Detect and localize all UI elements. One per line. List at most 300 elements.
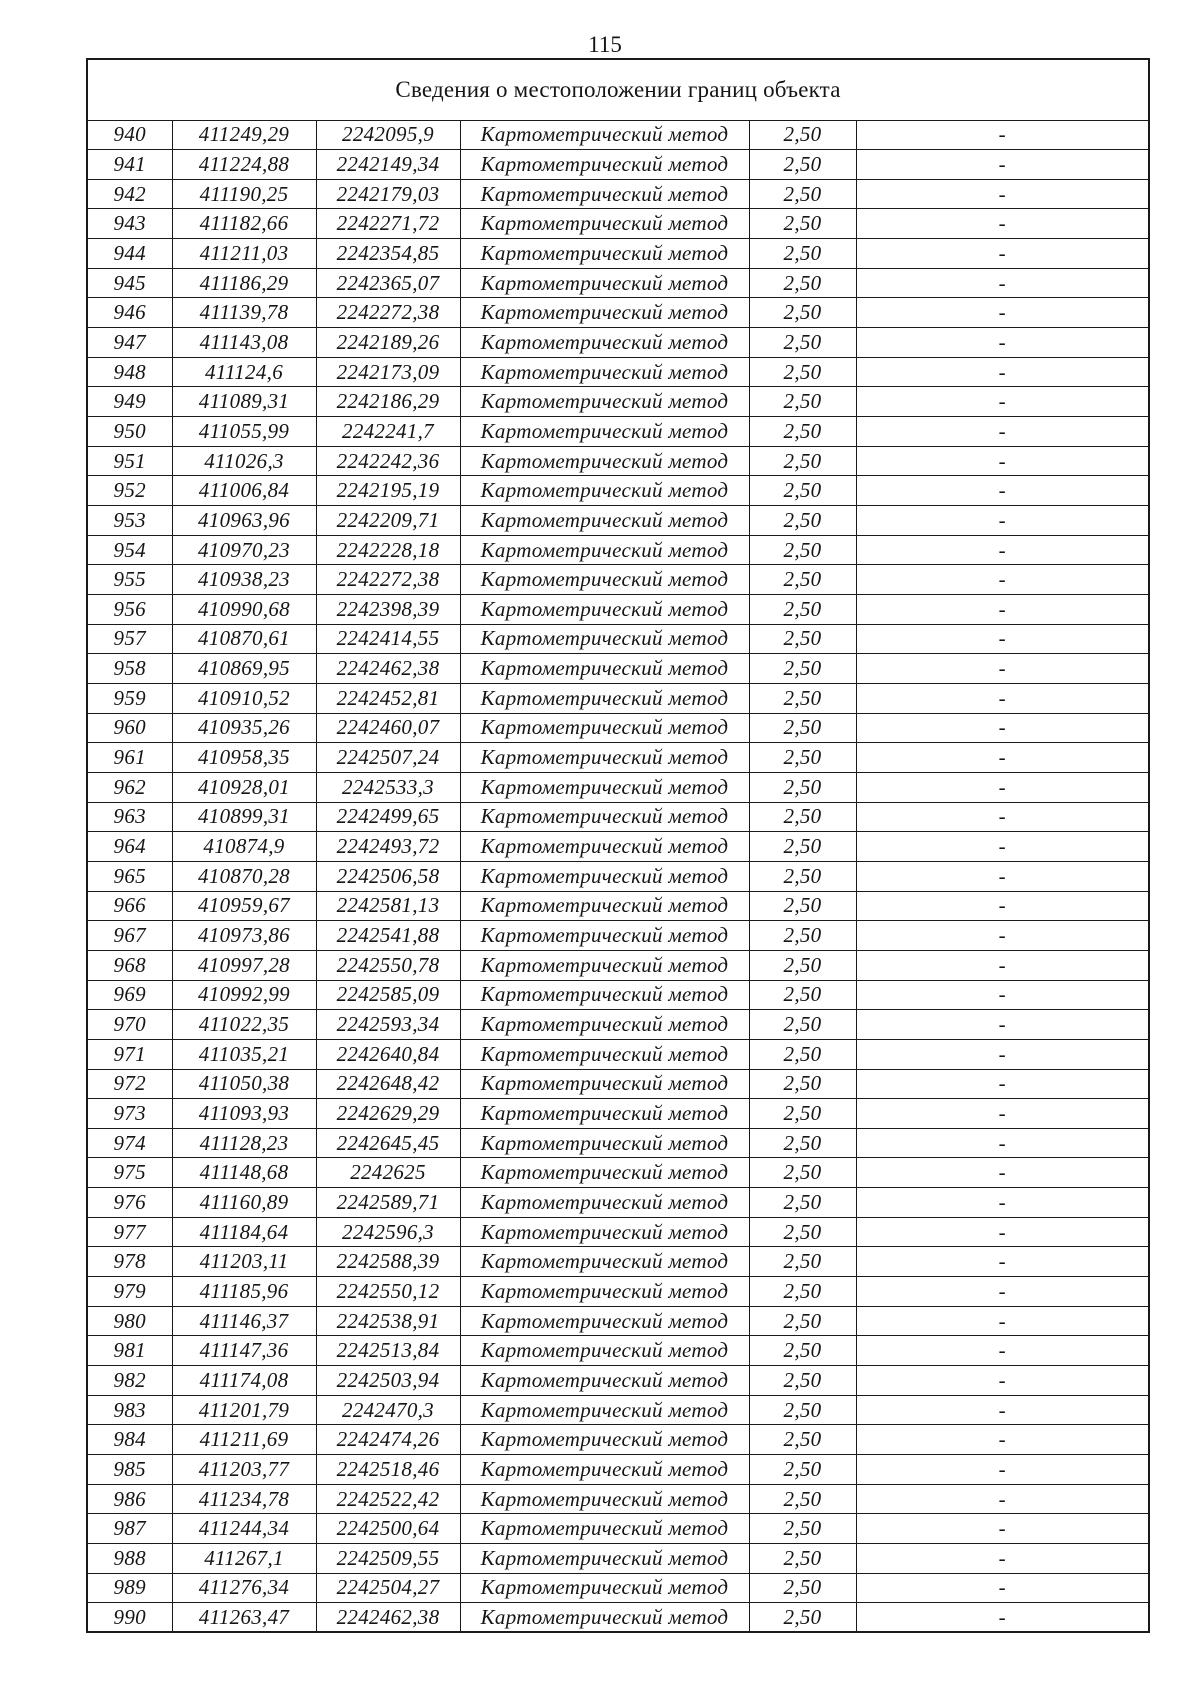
cell-method: Картометрический метод bbox=[460, 506, 749, 536]
cell-coord-y: 2242149,34 bbox=[316, 150, 460, 180]
cell-note: - bbox=[856, 861, 1149, 891]
page-number: 115 bbox=[588, 32, 622, 57]
cell-accuracy: 2,50 bbox=[749, 1039, 856, 1069]
cell-note: - bbox=[856, 209, 1149, 239]
cell-point-number: 960 bbox=[87, 713, 172, 743]
cell-coord-x: 411234,78 bbox=[172, 1484, 316, 1514]
cell-point-number: 969 bbox=[87, 980, 172, 1010]
cell-coord-x: 411185,96 bbox=[172, 1277, 316, 1307]
cell-method: Картометрический метод bbox=[460, 1603, 749, 1633]
cell-method: Картометрический метод bbox=[460, 150, 749, 180]
table-row bbox=[87, 1306, 1149, 1336]
cell-point-number: 952 bbox=[87, 476, 172, 506]
cell-accuracy: 2,50 bbox=[749, 1306, 856, 1336]
cell-method: Картометрический метод bbox=[460, 950, 749, 980]
table-row bbox=[87, 1336, 1149, 1366]
cell-point-number: 961 bbox=[87, 743, 172, 773]
table-row bbox=[87, 506, 1149, 536]
cell-coord-x: 411055,99 bbox=[172, 417, 316, 447]
cell-coord-x: 410963,96 bbox=[172, 506, 316, 536]
table-row bbox=[87, 535, 1149, 565]
cell-method: Картометрический метод bbox=[460, 654, 749, 684]
cell-coord-x: 410869,95 bbox=[172, 654, 316, 684]
cell-coord-y: 2242533,3 bbox=[316, 772, 460, 802]
cell-accuracy: 2,50 bbox=[749, 921, 856, 951]
cell-note: - bbox=[856, 654, 1149, 684]
table-row bbox=[87, 950, 1149, 980]
cell-point-number: 990 bbox=[87, 1603, 172, 1633]
cell-accuracy: 2,50 bbox=[749, 239, 856, 269]
cell-method: Картометрический метод bbox=[460, 921, 749, 951]
cell-accuracy: 2,50 bbox=[749, 179, 856, 209]
cell-method: Картометрический метод bbox=[460, 1158, 749, 1188]
cell-method: Картометрический метод bbox=[460, 980, 749, 1010]
cell-note: - bbox=[856, 832, 1149, 862]
table-row bbox=[87, 1425, 1149, 1455]
cell-accuracy: 2,50 bbox=[749, 1069, 856, 1099]
cell-note: - bbox=[856, 1425, 1149, 1455]
table-row bbox=[87, 150, 1149, 180]
cell-coord-x: 411249,29 bbox=[172, 120, 316, 150]
table-row bbox=[87, 772, 1149, 802]
cell-coord-x: 410990,68 bbox=[172, 595, 316, 625]
cell-coord-x: 411148,68 bbox=[172, 1158, 316, 1188]
table-row bbox=[87, 1603, 1149, 1633]
cell-method: Картометрический метод bbox=[460, 446, 749, 476]
cell-accuracy: 2,50 bbox=[749, 209, 856, 239]
table-row bbox=[87, 1039, 1149, 1069]
cell-method: Картометрический метод bbox=[460, 1247, 749, 1277]
cell-point-number: 981 bbox=[87, 1336, 172, 1366]
cell-point-number: 959 bbox=[87, 683, 172, 713]
cell-accuracy: 2,50 bbox=[749, 1455, 856, 1485]
cell-accuracy: 2,50 bbox=[749, 417, 856, 447]
cell-accuracy: 2,50 bbox=[749, 1336, 856, 1366]
cell-accuracy: 2,50 bbox=[749, 565, 856, 595]
table-row bbox=[87, 1099, 1149, 1129]
cell-accuracy: 2,50 bbox=[749, 1217, 856, 1247]
cell-method: Картометрический метод bbox=[460, 1188, 749, 1218]
cell-method: Картометрический метод bbox=[460, 1514, 749, 1544]
cell-coord-x: 411160,89 bbox=[172, 1188, 316, 1218]
cell-coord-x: 411224,88 bbox=[172, 150, 316, 180]
cell-coord-y: 2242504,27 bbox=[316, 1573, 460, 1603]
cell-accuracy: 2,50 bbox=[749, 476, 856, 506]
cell-method: Картометрический метод bbox=[460, 565, 749, 595]
cell-coord-x: 411089,31 bbox=[172, 387, 316, 417]
cell-coord-y: 2242500,64 bbox=[316, 1514, 460, 1544]
cell-accuracy: 2,50 bbox=[749, 713, 856, 743]
cell-coord-x: 411139,78 bbox=[172, 298, 316, 328]
table-row bbox=[87, 832, 1149, 862]
cell-method: Картометрический метод bbox=[460, 1484, 749, 1514]
table-row bbox=[87, 1158, 1149, 1188]
cell-coord-x: 410958,35 bbox=[172, 743, 316, 773]
cell-point-number: 974 bbox=[87, 1128, 172, 1158]
cell-point-number: 966 bbox=[87, 891, 172, 921]
cell-coord-y: 2242493,72 bbox=[316, 832, 460, 862]
cell-note: - bbox=[856, 506, 1149, 536]
cell-point-number: 971 bbox=[87, 1039, 172, 1069]
cell-note: - bbox=[856, 713, 1149, 743]
cell-coord-y: 2242452,81 bbox=[316, 683, 460, 713]
cell-method: Картометрический метод bbox=[460, 683, 749, 713]
cell-note: - bbox=[856, 535, 1149, 565]
cell-note: - bbox=[856, 179, 1149, 209]
cell-coord-y: 2242242,36 bbox=[316, 446, 460, 476]
cell-point-number: 962 bbox=[87, 772, 172, 802]
cell-coord-y: 2242585,09 bbox=[316, 980, 460, 1010]
cell-method: Картометрический метод bbox=[460, 1277, 749, 1307]
cell-note: - bbox=[856, 1158, 1149, 1188]
cell-point-number: 979 bbox=[87, 1277, 172, 1307]
cell-coord-y: 2242462,38 bbox=[316, 1603, 460, 1633]
cell-coord-y: 2242209,71 bbox=[316, 506, 460, 536]
cell-accuracy: 2,50 bbox=[749, 446, 856, 476]
cell-coord-y: 2242588,39 bbox=[316, 1247, 460, 1277]
table-row bbox=[87, 1366, 1149, 1396]
cell-point-number: 956 bbox=[87, 595, 172, 625]
cell-method: Картометрический метод bbox=[460, 179, 749, 209]
cell-coord-x: 410870,61 bbox=[172, 624, 316, 654]
table-header-row bbox=[87, 59, 1149, 120]
cell-note: - bbox=[856, 595, 1149, 625]
cell-method: Картометрический метод bbox=[460, 595, 749, 625]
cell-method: Картометрический метод bbox=[460, 120, 749, 150]
cell-coord-x: 411186,29 bbox=[172, 268, 316, 298]
cell-note: - bbox=[856, 387, 1149, 417]
cell-point-number: 950 bbox=[87, 417, 172, 447]
cell-method: Картометрический метод bbox=[460, 1366, 749, 1396]
table-row bbox=[87, 565, 1149, 595]
table-row bbox=[87, 683, 1149, 713]
table-row bbox=[87, 1069, 1149, 1099]
cell-accuracy: 2,50 bbox=[749, 268, 856, 298]
cell-note: - bbox=[856, 476, 1149, 506]
cell-note: - bbox=[856, 891, 1149, 921]
cell-note: - bbox=[856, 802, 1149, 832]
table-row bbox=[87, 417, 1149, 447]
cell-point-number: 941 bbox=[87, 150, 172, 180]
cell-point-number: 944 bbox=[87, 239, 172, 269]
cell-accuracy: 2,50 bbox=[749, 298, 856, 328]
cell-accuracy: 2,50 bbox=[749, 1603, 856, 1633]
cell-point-number: 951 bbox=[87, 446, 172, 476]
cell-point-number: 949 bbox=[87, 387, 172, 417]
cell-note: - bbox=[856, 120, 1149, 150]
table-row bbox=[87, 209, 1149, 239]
cell-coord-x: 411026,3 bbox=[172, 446, 316, 476]
cell-note: - bbox=[856, 1277, 1149, 1307]
cell-method: Картометрический метод bbox=[460, 1217, 749, 1247]
cell-coord-x: 410910,52 bbox=[172, 683, 316, 713]
table-row bbox=[87, 1484, 1149, 1514]
cell-note: - bbox=[856, 298, 1149, 328]
table-row bbox=[87, 891, 1149, 921]
cell-point-number: 964 bbox=[87, 832, 172, 862]
cell-point-number: 957 bbox=[87, 624, 172, 654]
cell-method: Картометрический метод bbox=[460, 891, 749, 921]
cell-coord-y: 2242228,18 bbox=[316, 535, 460, 565]
cell-point-number: 989 bbox=[87, 1573, 172, 1603]
cell-point-number: 982 bbox=[87, 1366, 172, 1396]
cell-accuracy: 2,50 bbox=[749, 1544, 856, 1574]
cell-point-number: 947 bbox=[87, 328, 172, 358]
cell-method: Картометрический метод bbox=[460, 476, 749, 506]
cell-coord-x: 411147,36 bbox=[172, 1336, 316, 1366]
cell-accuracy: 2,50 bbox=[749, 328, 856, 358]
cell-method: Картометрический метод bbox=[460, 772, 749, 802]
cell-point-number: 977 bbox=[87, 1217, 172, 1247]
table-row bbox=[87, 1247, 1149, 1277]
cell-note: - bbox=[856, 150, 1149, 180]
cell-method: Картометрический метод bbox=[460, 535, 749, 565]
table-row bbox=[87, 980, 1149, 1010]
table-row bbox=[87, 298, 1149, 328]
cell-accuracy: 2,50 bbox=[749, 1128, 856, 1158]
cell-method: Картометрический метод bbox=[460, 1395, 749, 1425]
cell-coord-x: 411190,25 bbox=[172, 179, 316, 209]
cell-coord-y: 2242271,72 bbox=[316, 209, 460, 239]
cell-coord-y: 2242474,26 bbox=[316, 1425, 460, 1455]
table-row bbox=[87, 595, 1149, 625]
cell-method: Картометрический метод bbox=[460, 1425, 749, 1455]
cell-coord-y: 2242499,65 bbox=[316, 802, 460, 832]
cell-point-number: 972 bbox=[87, 1069, 172, 1099]
cell-note: - bbox=[856, 1217, 1149, 1247]
cell-accuracy: 2,50 bbox=[749, 506, 856, 536]
cell-note: - bbox=[856, 1514, 1149, 1544]
cell-method: Картометрический метод bbox=[460, 1010, 749, 1040]
cell-point-number: 973 bbox=[87, 1099, 172, 1129]
cell-accuracy: 2,50 bbox=[749, 891, 856, 921]
cell-point-number: 968 bbox=[87, 950, 172, 980]
cell-note: - bbox=[856, 1099, 1149, 1129]
cell-method: Картометрический метод bbox=[460, 417, 749, 447]
table-row bbox=[87, 1455, 1149, 1485]
cell-coord-x: 411211,03 bbox=[172, 239, 316, 269]
cell-coord-x: 410899,31 bbox=[172, 802, 316, 832]
cell-point-number: 980 bbox=[87, 1306, 172, 1336]
cell-coord-y: 2242272,38 bbox=[316, 298, 460, 328]
cell-point-number: 943 bbox=[87, 209, 172, 239]
table-row bbox=[87, 179, 1149, 209]
cell-coord-x: 410938,23 bbox=[172, 565, 316, 595]
cell-note: - bbox=[856, 328, 1149, 358]
cell-method: Картометрический метод bbox=[460, 239, 749, 269]
cell-coord-x: 410970,23 bbox=[172, 535, 316, 565]
cell-coord-y: 2242550,78 bbox=[316, 950, 460, 980]
cell-coord-y: 2242550,12 bbox=[316, 1277, 460, 1307]
cell-point-number: 955 bbox=[87, 565, 172, 595]
cell-note: - bbox=[856, 1603, 1149, 1633]
cell-coord-y: 2242645,45 bbox=[316, 1128, 460, 1158]
table-row bbox=[87, 1188, 1149, 1218]
cell-coord-y: 2242538,91 bbox=[316, 1306, 460, 1336]
table-row bbox=[87, 1277, 1149, 1307]
table-row bbox=[87, 861, 1149, 891]
cell-accuracy: 2,50 bbox=[749, 1573, 856, 1603]
cell-coord-y: 2242629,29 bbox=[316, 1099, 460, 1129]
cell-accuracy: 2,50 bbox=[749, 743, 856, 773]
cell-accuracy: 2,50 bbox=[749, 1247, 856, 1277]
cell-accuracy: 2,50 bbox=[749, 150, 856, 180]
cell-coord-x: 411174,08 bbox=[172, 1366, 316, 1396]
table-row bbox=[87, 120, 1149, 150]
cell-method: Картометрический метод bbox=[460, 713, 749, 743]
cell-coord-x: 411182,66 bbox=[172, 209, 316, 239]
cell-coord-y: 2242593,34 bbox=[316, 1010, 460, 1040]
cell-coord-y: 2242522,42 bbox=[316, 1484, 460, 1514]
cell-coord-x: 411022,35 bbox=[172, 1010, 316, 1040]
cell-coord-y: 2242414,55 bbox=[316, 624, 460, 654]
cell-method: Картометрический метод bbox=[460, 743, 749, 773]
cell-point-number: 987 bbox=[87, 1514, 172, 1544]
cell-method: Картометрический метод bbox=[460, 1455, 749, 1485]
cell-note: - bbox=[856, 1128, 1149, 1158]
cell-coord-y: 2242195,19 bbox=[316, 476, 460, 506]
cell-note: - bbox=[856, 1247, 1149, 1277]
cell-point-number: 965 bbox=[87, 861, 172, 891]
cell-method: Картометрический метод bbox=[460, 328, 749, 358]
cell-coord-x: 411244,34 bbox=[172, 1514, 316, 1544]
cell-note: - bbox=[856, 565, 1149, 595]
cell-coord-x: 411128,23 bbox=[172, 1128, 316, 1158]
cell-coord-x: 410870,28 bbox=[172, 861, 316, 891]
cell-method: Картометрический метод bbox=[460, 1039, 749, 1069]
table-row bbox=[87, 268, 1149, 298]
cell-note: - bbox=[856, 357, 1149, 387]
table-row bbox=[87, 654, 1149, 684]
cell-note: - bbox=[856, 624, 1149, 654]
cell-method: Картометрический метод bbox=[460, 1128, 749, 1158]
cell-coord-y: 2242095,9 bbox=[316, 120, 460, 150]
cell-note: - bbox=[856, 268, 1149, 298]
cell-note: - bbox=[856, 1366, 1149, 1396]
cell-coord-y: 2242272,38 bbox=[316, 565, 460, 595]
cell-note: - bbox=[856, 683, 1149, 713]
cell-coord-y: 2242625 bbox=[316, 1158, 460, 1188]
cell-coord-x: 411146,37 bbox=[172, 1306, 316, 1336]
cell-accuracy: 2,50 bbox=[749, 1188, 856, 1218]
cell-point-number: 948 bbox=[87, 357, 172, 387]
cell-coord-y: 2242541,88 bbox=[316, 921, 460, 951]
cell-coord-x: 410874,9 bbox=[172, 832, 316, 862]
cell-coord-x: 411267,1 bbox=[172, 1544, 316, 1574]
table-row bbox=[87, 328, 1149, 358]
table-row bbox=[87, 921, 1149, 951]
cell-coord-x: 410992,99 bbox=[172, 980, 316, 1010]
cell-method: Картометрический метод bbox=[460, 802, 749, 832]
cell-coord-y: 2242506,58 bbox=[316, 861, 460, 891]
cell-point-number: 986 bbox=[87, 1484, 172, 1514]
cell-coord-y: 2242189,26 bbox=[316, 328, 460, 358]
cell-note: - bbox=[856, 239, 1149, 269]
cell-coord-x: 411184,64 bbox=[172, 1217, 316, 1247]
cell-coord-y: 2242398,39 bbox=[316, 595, 460, 625]
cell-coord-y: 2242518,46 bbox=[316, 1455, 460, 1485]
table-row bbox=[87, 802, 1149, 832]
cell-note: - bbox=[856, 1544, 1149, 1574]
cell-method: Картометрический метод bbox=[460, 1544, 749, 1574]
table-row bbox=[87, 1217, 1149, 1247]
cell-coord-y: 2242596,3 bbox=[316, 1217, 460, 1247]
cell-coord-x: 411093,93 bbox=[172, 1099, 316, 1129]
cell-method: Картометрический метод bbox=[460, 1306, 749, 1336]
cell-coord-y: 2242365,07 bbox=[316, 268, 460, 298]
cell-accuracy: 2,50 bbox=[749, 980, 856, 1010]
cell-accuracy: 2,50 bbox=[749, 1158, 856, 1188]
cell-accuracy: 2,50 bbox=[749, 683, 856, 713]
table-row bbox=[87, 743, 1149, 773]
cell-method: Картометрический метод bbox=[460, 387, 749, 417]
cell-coord-x: 411211,69 bbox=[172, 1425, 316, 1455]
cell-accuracy: 2,50 bbox=[749, 802, 856, 832]
cell-accuracy: 2,50 bbox=[749, 120, 856, 150]
cell-coord-y: 2242503,94 bbox=[316, 1366, 460, 1396]
cell-method: Картометрический метод bbox=[460, 268, 749, 298]
cell-coord-x: 411201,79 bbox=[172, 1395, 316, 1425]
cell-accuracy: 2,50 bbox=[749, 595, 856, 625]
cell-coord-x: 411050,38 bbox=[172, 1069, 316, 1099]
cell-point-number: 988 bbox=[87, 1544, 172, 1574]
cell-point-number: 940 bbox=[87, 120, 172, 150]
cell-coord-y: 2242513,84 bbox=[316, 1336, 460, 1366]
cell-coord-y: 2242460,07 bbox=[316, 713, 460, 743]
cell-accuracy: 2,50 bbox=[749, 772, 856, 802]
cell-accuracy: 2,50 bbox=[749, 1425, 856, 1455]
cell-method: Картометрический метод bbox=[460, 298, 749, 328]
table-row bbox=[87, 1544, 1149, 1574]
cell-method: Картометрический метод bbox=[460, 357, 749, 387]
cell-accuracy: 2,50 bbox=[749, 1514, 856, 1544]
cell-point-number: 942 bbox=[87, 179, 172, 209]
cell-note: - bbox=[856, 950, 1149, 980]
cell-point-number: 963 bbox=[87, 802, 172, 832]
cell-note: - bbox=[856, 1010, 1149, 1040]
cell-method: Картометрический метод bbox=[460, 1336, 749, 1366]
cell-accuracy: 2,50 bbox=[749, 535, 856, 565]
cell-coord-x: 411203,77 bbox=[172, 1455, 316, 1485]
cell-method: Картометрический метод bbox=[460, 209, 749, 239]
cell-coord-x: 411203,11 bbox=[172, 1247, 316, 1277]
cell-coord-y: 2242509,55 bbox=[316, 1544, 460, 1574]
cell-accuracy: 2,50 bbox=[749, 1010, 856, 1040]
cell-accuracy: 2,50 bbox=[749, 624, 856, 654]
cell-coord-y: 2242581,13 bbox=[316, 891, 460, 921]
table-row bbox=[87, 624, 1149, 654]
cell-method: Картометрический метод bbox=[460, 624, 749, 654]
cell-accuracy: 2,50 bbox=[749, 1484, 856, 1514]
cell-method: Картометрический метод bbox=[460, 1069, 749, 1099]
cell-point-number: 978 bbox=[87, 1247, 172, 1277]
table-row bbox=[87, 476, 1149, 506]
cell-note: - bbox=[856, 1395, 1149, 1425]
cell-coord-x: 410959,67 bbox=[172, 891, 316, 921]
cell-accuracy: 2,50 bbox=[749, 387, 856, 417]
cell-accuracy: 2,50 bbox=[749, 1277, 856, 1307]
cell-point-number: 967 bbox=[87, 921, 172, 951]
cell-point-number: 953 bbox=[87, 506, 172, 536]
table-row bbox=[87, 239, 1149, 269]
cell-note: - bbox=[856, 417, 1149, 447]
table-row bbox=[87, 357, 1149, 387]
cell-method: Картометрический метод bbox=[460, 1099, 749, 1129]
cell-accuracy: 2,50 bbox=[749, 1099, 856, 1129]
cell-note: - bbox=[856, 1039, 1149, 1069]
cell-accuracy: 2,50 bbox=[749, 861, 856, 891]
cell-point-number: 954 bbox=[87, 535, 172, 565]
